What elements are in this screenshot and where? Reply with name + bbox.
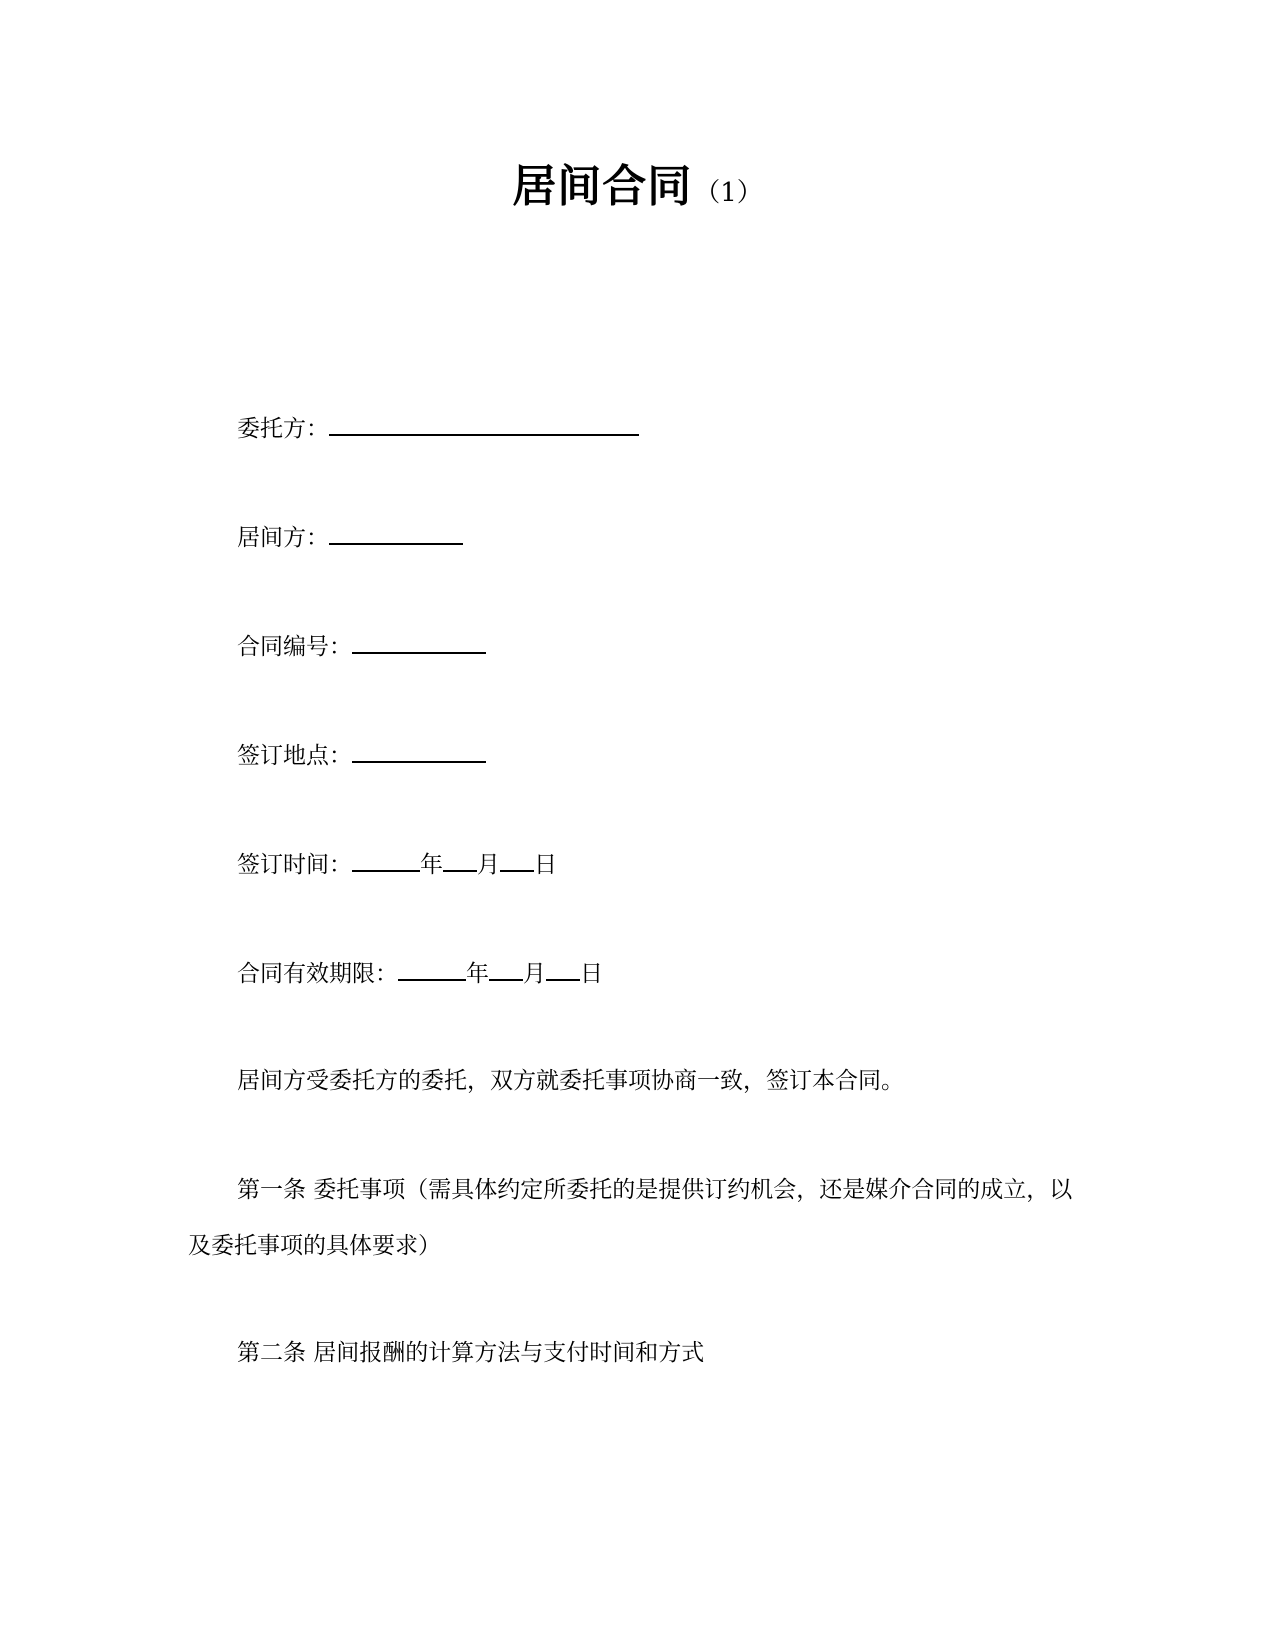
document-title <box>0 150 1275 214</box>
article-2: 第二条 居间报酬的计算方法与支付时间和方式 <box>237 1340 705 1366</box>
sign-year-unit: 年 <box>420 852 443 878</box>
article-1: 第一条 委托事项（需具体约定所委托的是提供订约机会，还是媒介合同的成立，以及委托事项的具体要求） <box>188 1177 1073 1259</box>
client-blank <box>329 412 639 436</box>
sign-time-label: 签订时间： <box>237 852 352 878</box>
broker-field <box>237 521 463 553</box>
sign-time-field <box>237 848 557 880</box>
contract-no-field <box>237 630 486 662</box>
client-label: 委托方： <box>237 416 329 442</box>
sign-place-field <box>237 739 486 771</box>
validity-field <box>237 957 603 989</box>
validity-month-blank <box>489 957 523 981</box>
sign-month-unit: 月 <box>477 852 500 878</box>
broker-blank <box>329 521 463 545</box>
contract-no-label: 合同编号： <box>237 634 352 660</box>
sign-place-label: 签订地点： <box>237 743 352 769</box>
broker-label: 居间方： <box>237 525 329 551</box>
validity-day-blank <box>546 957 580 981</box>
sign-day-unit: 日 <box>534 852 557 878</box>
intro-paragraph: 居间方受委托方的委托，双方就委托事项协商一致，签订本合同。 <box>237 1068 904 1094</box>
sign-place-blank <box>352 739 486 763</box>
validity-day-unit: 日 <box>580 961 603 987</box>
sign-month-blank <box>443 848 477 872</box>
contract-no-blank <box>352 630 486 654</box>
validity-year-unit: 年 <box>466 961 489 987</box>
title-suffix: （1） <box>694 178 763 208</box>
sign-day-blank <box>500 848 534 872</box>
validity-month-unit: 月 <box>523 961 546 987</box>
title-text: 居间合同 <box>512 161 693 212</box>
sign-year-blank <box>352 848 420 872</box>
validity-label: 合同有效期限： <box>237 961 398 987</box>
client-field <box>237 412 639 444</box>
validity-year-blank <box>398 957 466 981</box>
